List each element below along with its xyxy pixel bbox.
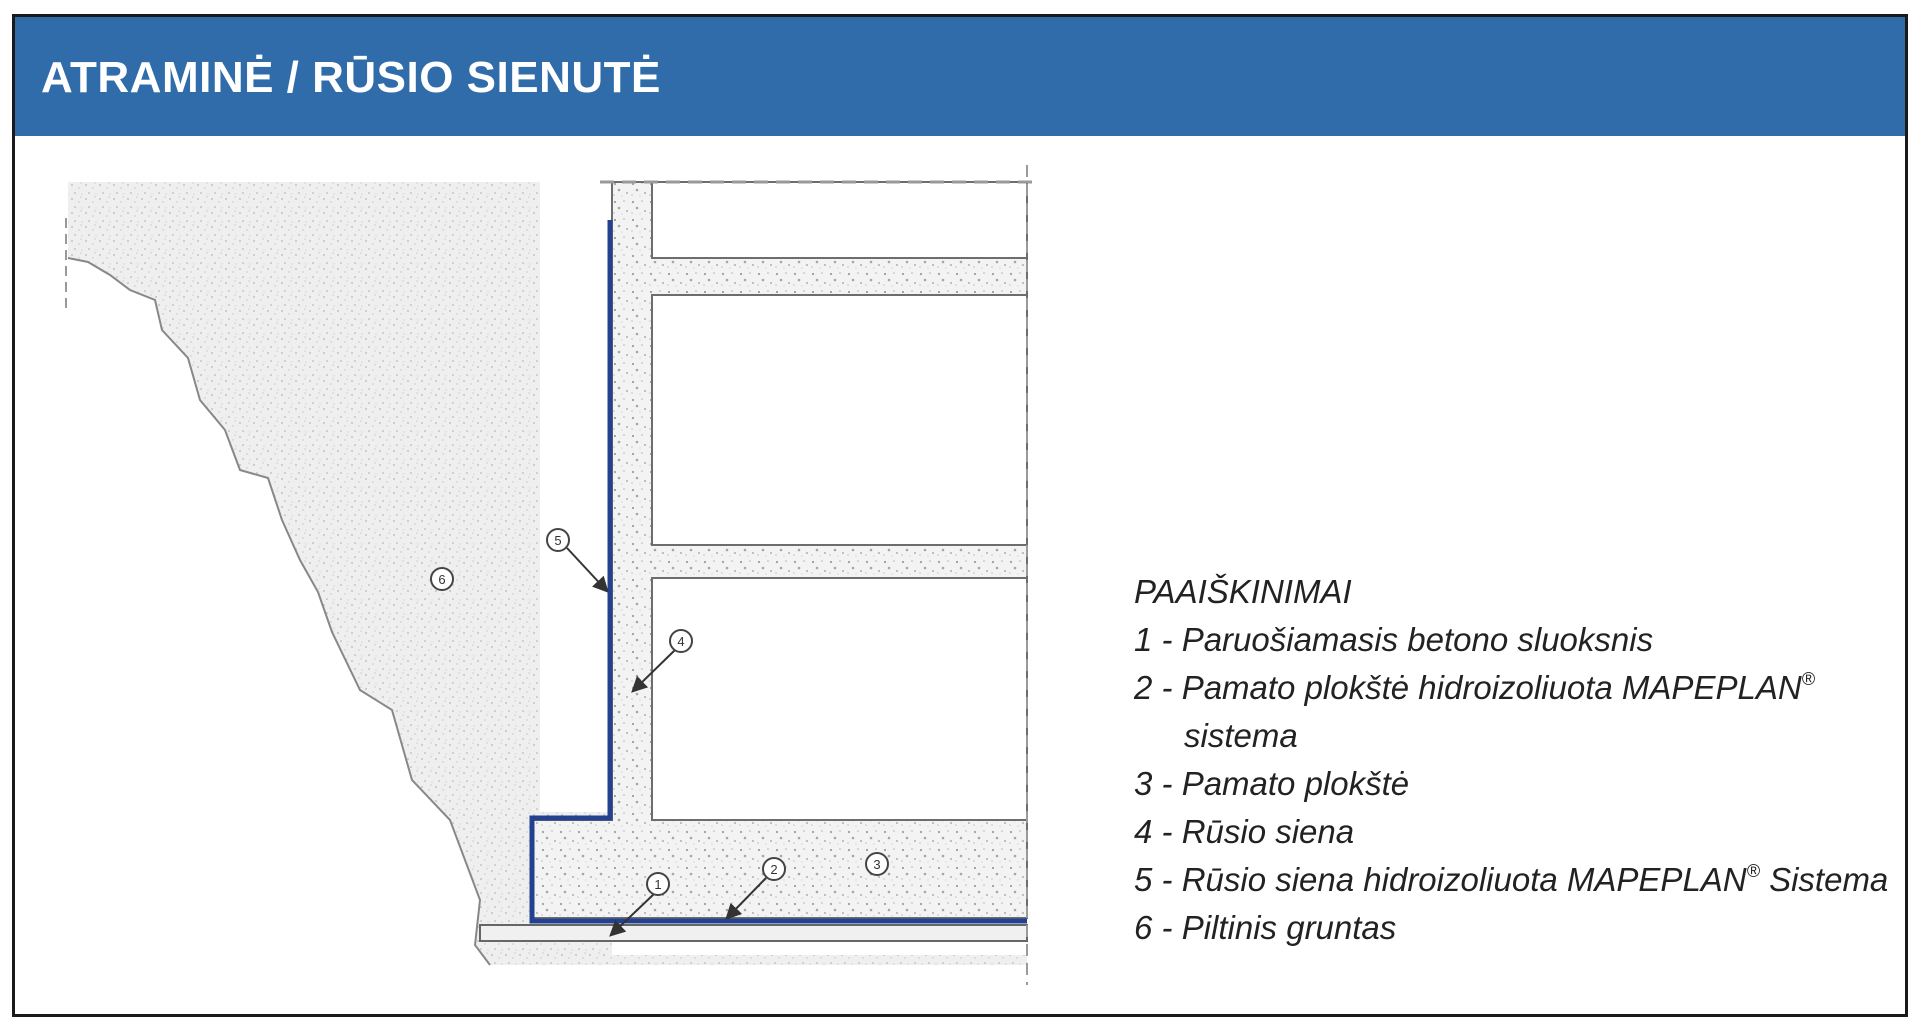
legend-text-tail: Sistema (1759, 861, 1889, 898)
leader-5 (567, 548, 606, 590)
legend-item-4 (1134, 808, 1888, 856)
legend-num: 6 - (1134, 909, 1182, 946)
marker-3 (866, 853, 888, 875)
page-title: ATRAMINĖ / RŪSIO SIENUTĖ (41, 53, 661, 102)
marker-5 (547, 529, 569, 551)
registered-mark: ® (1801, 669, 1815, 689)
legend-item-1 (1134, 616, 1888, 664)
marker-1 (647, 873, 669, 895)
marker-4 (670, 630, 692, 652)
legend-title: PAAIŠKINIMAI (1134, 573, 1352, 610)
marker-2-label: 2 (770, 862, 778, 877)
legend-num: 1 - (1134, 621, 1182, 658)
legend-num: 4 - (1134, 813, 1182, 850)
legend-num: 2 - (1134, 669, 1182, 706)
registered-mark: ® (1746, 861, 1760, 881)
marker-3-label: 3 (873, 857, 881, 872)
marker-2 (763, 858, 785, 880)
legend-item-6 (1134, 904, 1888, 952)
legend-item-2-continuation: sistema (1184, 717, 1298, 754)
middle-room (652, 295, 1027, 545)
lower-room (652, 578, 1027, 820)
marker-1-label: 1 (654, 877, 662, 892)
marker-4-label: 4 (677, 634, 685, 649)
legend-text: Piltinis gruntas (1181, 909, 1397, 946)
legend-text: Paruošiamasis betono sluoksnis (1181, 621, 1654, 658)
legend-num: 5 - (1134, 861, 1182, 898)
marker-6-label: 6 (438, 572, 446, 587)
marker-6 (431, 568, 453, 590)
legend-text: Pamato plokštė (1181, 765, 1410, 802)
legend-num: 3 - (1134, 765, 1182, 802)
legend-item-2 (1134, 664, 1888, 712)
marker-5-label: 5 (554, 533, 562, 548)
upper-room (652, 182, 1027, 258)
legend (1134, 568, 1888, 952)
legend-text: Rūsio siena hidroizoliuota MAPEPLAN (1181, 861, 1747, 898)
lean-concrete-layer (480, 925, 1027, 941)
legend-text: Rūsio siena (1181, 813, 1355, 850)
legend-item-3 (1134, 760, 1888, 808)
legend-item-5 (1134, 856, 1888, 904)
legend-text: Pamato plokštė hidroizoliuota MAPEPLAN (1181, 669, 1802, 706)
